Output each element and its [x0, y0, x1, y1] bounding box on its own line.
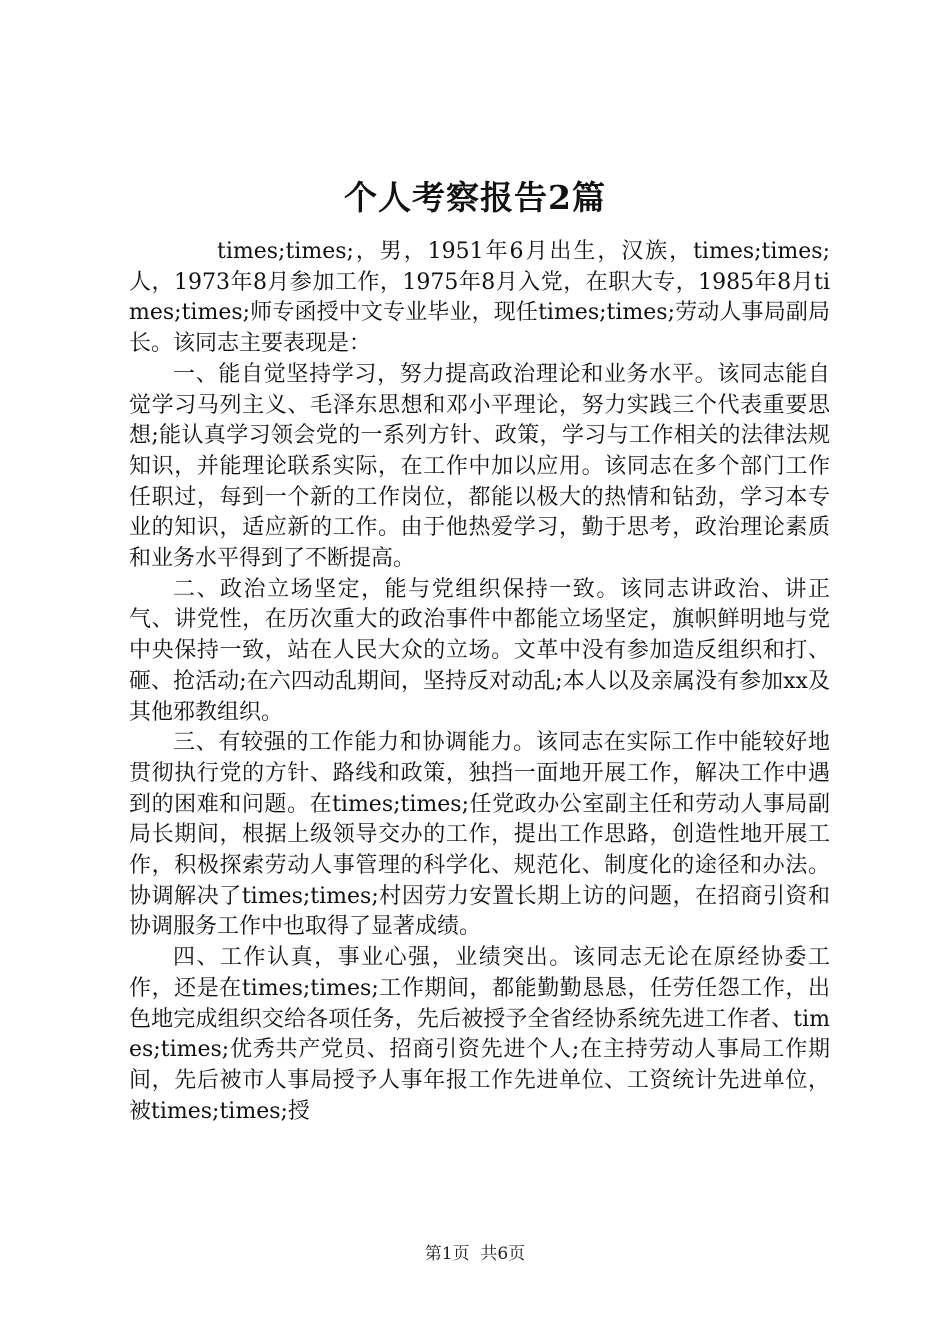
page-footer: [0, 1243, 950, 1265]
document-body: [129, 237, 830, 1127]
paragraph-achievements: 四、工作认真，事业心强，业绩突出。该同志无论在原经协委工作，还是在times;times;工作期间，都能勤勤恳恳，任劳任怨工作，出色地完成组织交给各项任务，先后被授予全省经协系统先进工作者、times;times;优秀共产党员、招商引资先进个人;在主持劳动人事局工作期间，先后被市人事局授予人事年报工作先进单位、工资统计先进单位，被times;times;授: [129, 945, 830, 1124]
document-title: 个人考察报告2篇: [344, 178, 606, 217]
paragraph-political-stance: 二、政治立场坚定，能与党组织保持一致。该同志讲政治、讲正气、讲党性，在历次重大的政治事件中都能立场坚定，旗帜鲜明地与党中央保持一致，站在人民大众的立场。文革中没有参加造反组织和打、砸、抢活动;在六四动乱期间，坚持反对动乱;本人以及亲属没有参加xx及其他邪教组织。: [129, 576, 830, 725]
paragraph-intro: times;times;，男，1951年6月出生，汉族，times;times;人，1973年8月参加工作，1975年8月入党，在职大专，1985年8月times;times;师专函授中文专业毕业，现任times;times;劳动人事局副局长。该同志主要表现是：: [129, 239, 830, 357]
page-number: 第1页 共6页: [424, 1244, 526, 1264]
paragraph-work-ability: 三、有较强的工作能力和协调能力。该同志在实际工作中能较好地贯彻执行党的方针、路线和政策，独挡一面地开展工作，解决工作中遇到的困难和问题。在times;times;任党政办公室副主任和劳动人事局副局长期间，根据上级领导交办的工作，提出工作思路，创造性地开展工作，积极探索劳动人事管理的科学化、规范化、制度化的途径和办法。协调解决了times;times;村因劳力安置长期上访的问题，在招商引资和协调服务工作中也取得了显著成绩。: [129, 730, 830, 940]
paragraph-study: 一、能自觉坚持学习，努力提高政治理论和业务水平。该同志能自觉学习马列主义、毛泽东思想和邓小平理论，努力实践三个代表重要思想;能认真学习领会党的一系列方针、政策，学习与工作相关的法律法规知识，并能理论联系实际，在工作中加以应用。该同志在多个部门工作任职过，每到一个新的工作岗位，都能以极大的热情和钻劲，学习本专业的知识，适应新的工作。由于他热爱学习，勤于思考，政治理论素质和业务水平得到了不断提高。: [129, 361, 830, 572]
